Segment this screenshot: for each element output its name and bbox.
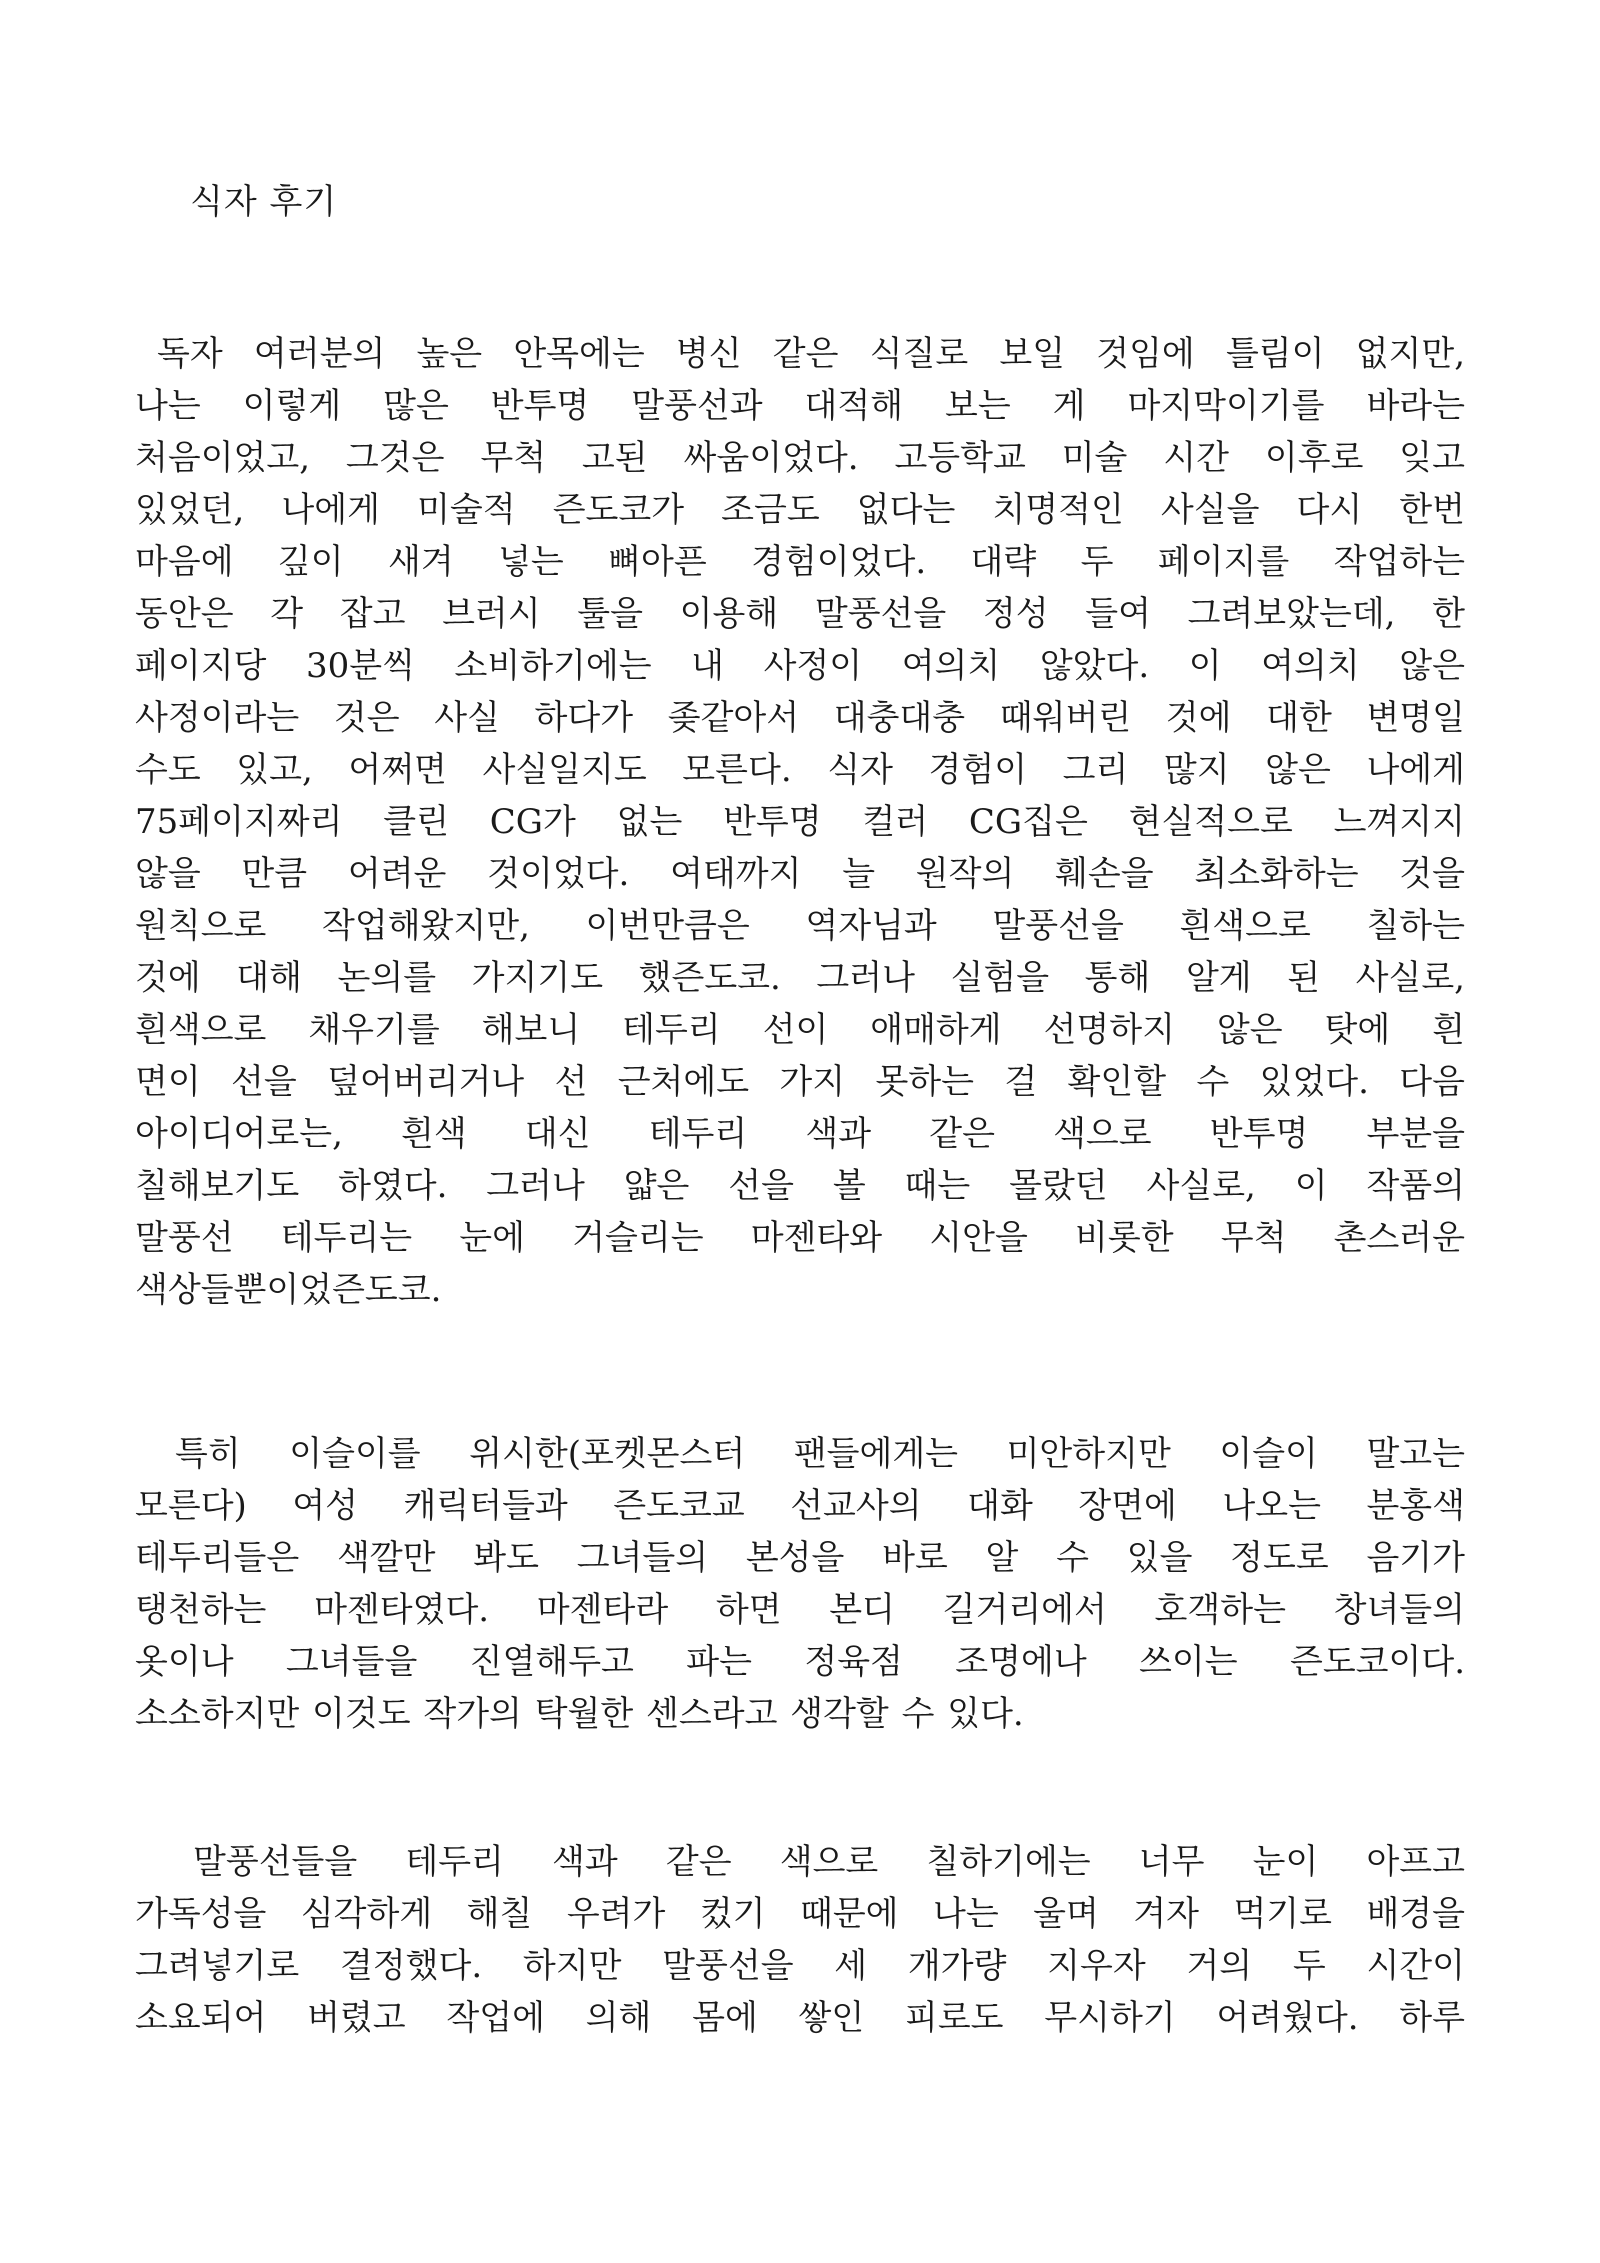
text-line: 않을 만큼 어려운 것이었다. 여태까지 늘 원작의 훼손을 최소화하는 것을 xyxy=(135,854,1465,894)
text-line: 말풍선 테두리는 눈에 거슬리는 마젠타와 시안을 비롯한 무척 촌스러운 xyxy=(135,1218,1465,1258)
text-line: 소소하지만 이것도 작가의 탁월한 센스라고 생각할 수 있다. xyxy=(135,1694,1024,1734)
paragraph-1 xyxy=(135,328,1465,1316)
text-line: 동안은 각 잡고 브러시 툴을 이용해 말풍선을 정성 들여 그려보았는데, 한 xyxy=(135,594,1465,634)
text-line: 독자 여러분의 높은 안목에는 병신 같은 식질로 보일 것임에 틀림이 없지만, xyxy=(157,334,1465,374)
text-line: 원칙으로 작업해왔지만, 이번만큼은 역자님과 말풍선을 흰색으로 칠하는 xyxy=(135,906,1465,946)
text-line: 수도 있고, 어쩌면 사실일지도 모른다. 식자 경험이 그리 많지 않은 나에게 xyxy=(135,750,1465,790)
text-line: 말풍선들을 테두리 색과 같은 색으로 칠하기에는 너무 눈이 아프고 xyxy=(193,1842,1465,1882)
text-line: 페이지당 30분씩 소비하기에는 내 사정이 여의치 않았다. 이 여의치 않은 xyxy=(135,646,1465,686)
text-line: 처음이었고, 그것은 무척 고된 싸움이었다. 고등학교 미술 시간 이후로 잊고 xyxy=(135,438,1465,478)
text-line: 옷이나 그녀들을 진열해두고 파는 정육점 조명에나 쓰이는 즌도코이다. xyxy=(135,1642,1465,1682)
document-body xyxy=(135,328,1465,2044)
text-line: 테두리들은 색깔만 봐도 그녀들의 본성을 바로 알 수 있을 정도로 음기가 xyxy=(135,1538,1465,1578)
text-line: 있었던, 나에게 미술적 즌도코가 조금도 없다는 치명적인 사실을 다시 한번 xyxy=(135,490,1465,530)
text-line: 탱천하는 마젠타였다. 마젠타라 하면 본디 길거리에서 호객하는 창녀들의 xyxy=(135,1590,1465,1630)
text-line: 75페이지짜리 클린 CG가 없는 반투명 컬러 CG집은 현실적으로 느껴지지 xyxy=(135,802,1465,842)
text-line: 소요되어 버렸고 작업에 의해 몸에 쌓인 피로도 무시하기 어려웠다. 하루 xyxy=(135,1998,1465,2038)
page-title: 식자 후기 xyxy=(190,182,338,222)
text-line: 그려넣기로 결정했다. 하지만 말풍선을 세 개가량 지우자 거의 두 시간이 xyxy=(135,1946,1465,1986)
text-line: 흰색으로 채우기를 해보니 테두리 선이 애매하게 선명하지 않은 탓에 흰 xyxy=(135,1010,1465,1050)
text-line: 모른다) 여성 캐릭터들과 즌도코교 선교사의 대화 장면에 나오는 분홍색 xyxy=(135,1486,1465,1526)
text-line: 면이 선을 덮어버리거나 선 근처에도 가지 못하는 걸 확인할 수 있었다. 다음 xyxy=(135,1062,1465,1102)
text-line: 칠해보기도 하였다. 그러나 얇은 선을 볼 때는 몰랐던 사실로, 이 작품의 xyxy=(135,1166,1465,1206)
text-line: 색상들뿐이었즌도코. xyxy=(135,1270,442,1310)
text-line: 가독성을 심각하게 해칠 우려가 컸기 때문에 나는 울며 겨자 먹기로 배경을 xyxy=(135,1894,1465,1934)
paragraph-3 xyxy=(135,1836,1465,2044)
text-line: 특히 이슬이를 위시한(포켓몬스터 팬들에게는 미안하지만 이슬이 말고는 xyxy=(175,1434,1465,1474)
text-line: 것에 대해 논의를 가지기도 했즌도코. 그러나 실험을 통해 알게 된 사실로, xyxy=(135,958,1465,998)
paragraph-2 xyxy=(135,1428,1465,1740)
text-line: 나는 이렇게 많은 반투명 말풍선과 대적해 보는 게 마지막이기를 바라는 xyxy=(135,386,1465,426)
text-line: 마음에 깊이 새겨 넣는 뼈아픈 경험이었다. 대략 두 페이지를 작업하는 xyxy=(135,542,1465,582)
text-line: 아이디어로는, 흰색 대신 테두리 색과 같은 색으로 반투명 부분을 xyxy=(135,1114,1465,1154)
text-line: 사정이라는 것은 사실 하다가 좆같아서 대충대충 때워버린 것에 대한 변명일 xyxy=(135,698,1465,738)
